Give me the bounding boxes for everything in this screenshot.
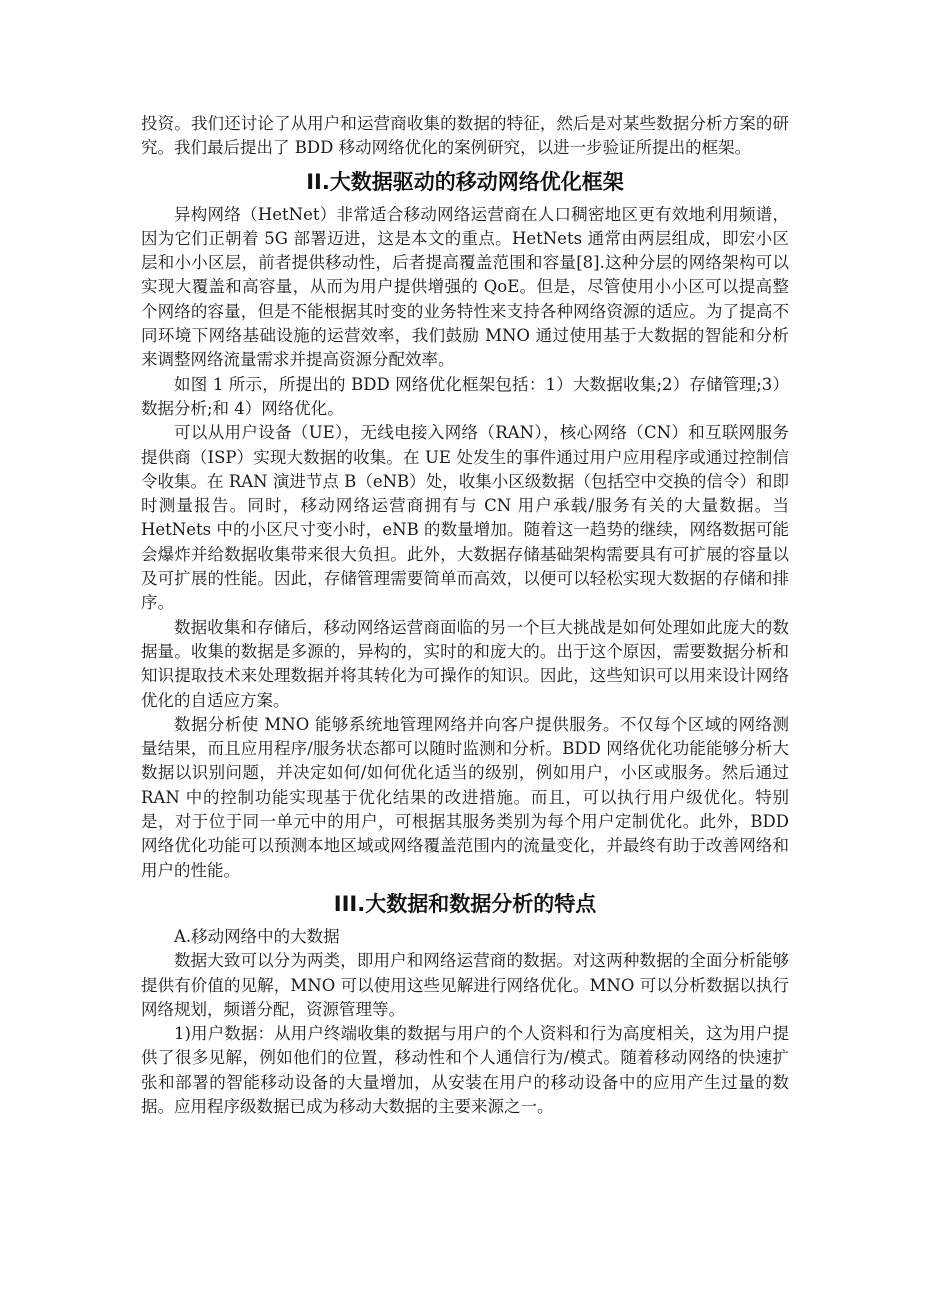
section-2-heading: II.大数据驱动的移动网络优化框架 <box>306 169 624 194</box>
section-2-paragraph-3: 可以从用户设备（UE），无线电接入网络（RAN），核心网络（CN）和互联网服务提供商（ISP）实现大数据的收集。在 UE 处发生的事件通过用户应用程序或通过控制信令收集。在 RAN 演进节点 B（eNB）处，收集小区级数据（包括空中交换的信令）和即时测量报告。同时，移动网络运营商拥有与 CN 用户承载/服务有关的大量数据。当 HetNets 中的小区尺寸变小时，eNB 的数量增加。随着这一趋势的继续，网络数据可能会爆炸并给数据收集带来很大负担。此外，大数据存储基础架构需要具有可扩展的容量以及可扩展的性能。因此，存储管理需要简单而高效，以便可以轻松实现大数据的存储和排序。 <box>141 423 789 613</box>
section-2-paragraph-5: 数据分析使 MNO 能够系统地管理网络并向客户提供服务。不仅每个区域的网络测量结果，而且应用程序/服务状态都可以随时监测和分析。BDD 网络优化功能能够分析大数据以识别问题，并决定如何/如何优化适当的级别，例如用户，小区或服务。然后通过 RAN 中的控制功能实现基于优化结果的改进措施。而且，可以执行用户级优化。特别是，对于位于同一单元中的用户，可根据其服务类别为每个用户定制优化。此外，BDD 网络优化功能可以预测本地区域或网络覆盖范围内的流量变化，并最终有助于改善网络和用户的性能。 <box>141 714 789 880</box>
section-3-paragraph-1: 数据大致可以分为两类，即用户和网络运营商的数据。对这两种数据的全面分析能够提供有价值的见解，MNO 可以使用这些见解进行网络优化。MNO 可以分析数据以执行网络规划，频谱分配，资源管理等。 <box>141 951 789 1019</box>
section-3-heading: III.大数据和数据分析的特点 <box>333 891 597 916</box>
document-page <box>141 112 789 1119</box>
section-2-paragraph-4: 数据收集和存储后，移动网络运营商面临的另一个巨大挑战是如何处理如此庞大的数据量。收集的数据是多源的，异构的，实时的和庞大的。出于这个原因，需要数据分析和知识提取技术来处理数据并将其转化为可操作的知识。因此，这些知识可以用来设计网络优化的自适应方案。 <box>141 617 789 710</box>
section-2-paragraph-2: 如图 1 所示，所提出的 BDD 网络优化框架包括：1）大数据收集;2）存储管理;3）数据分析;和 4）网络优化。 <box>141 374 789 418</box>
section-3-paragraph-2: 1)用户数据：从用户终端收集的数据与用户的个人资料和行为高度相关，这为用户提供了很多见解，例如他们的位置，移动性和个人通信行为/模式。随着移动网络的快速扩张和部署的智能移动设备的大量增加，从安装在用户的移动设备中的应用产生过量的数据。应用程序级数据已成为移动大数据的主要来源之一。 <box>141 1024 789 1116</box>
intro-paragraph: 投资。我们还讨论了从用户和运营商收集的数据的特征，然后是对某些数据分析方案的研究。我们最后提出了 BDD 移动网络优化的案例研究，以进一步验证所提出的框架。 <box>141 114 789 158</box>
section-2-paragraph-1: 异构网络（HetNet）非常适合移动网络运营商在人口稠密地区更有效地利用频谱，因为它们正朝着 5G 部署迈进，这是本文的重点。HetNets 通常由两层组成，即宏小区层和小小区层，前者提供移动性，后者提高覆盖范围和容量[8].这种分层的网络架构可以实现大覆盖和高容量，从而为用户提供增强的 QoE。但是，尽管使用小小区可以提高整个网络的容量，但是不能根据其时变的业务特性来支持各种网络资源的适应。为了提高不同环境下网络基础设施的运营效率，我们鼓励 MNO 通过使用基于大数据的智能和分析来调整网络流量需求并提高资源分配效率。 <box>141 204 789 370</box>
section-3a-subheading: A.移动网络中的大数据 <box>174 926 340 946</box>
